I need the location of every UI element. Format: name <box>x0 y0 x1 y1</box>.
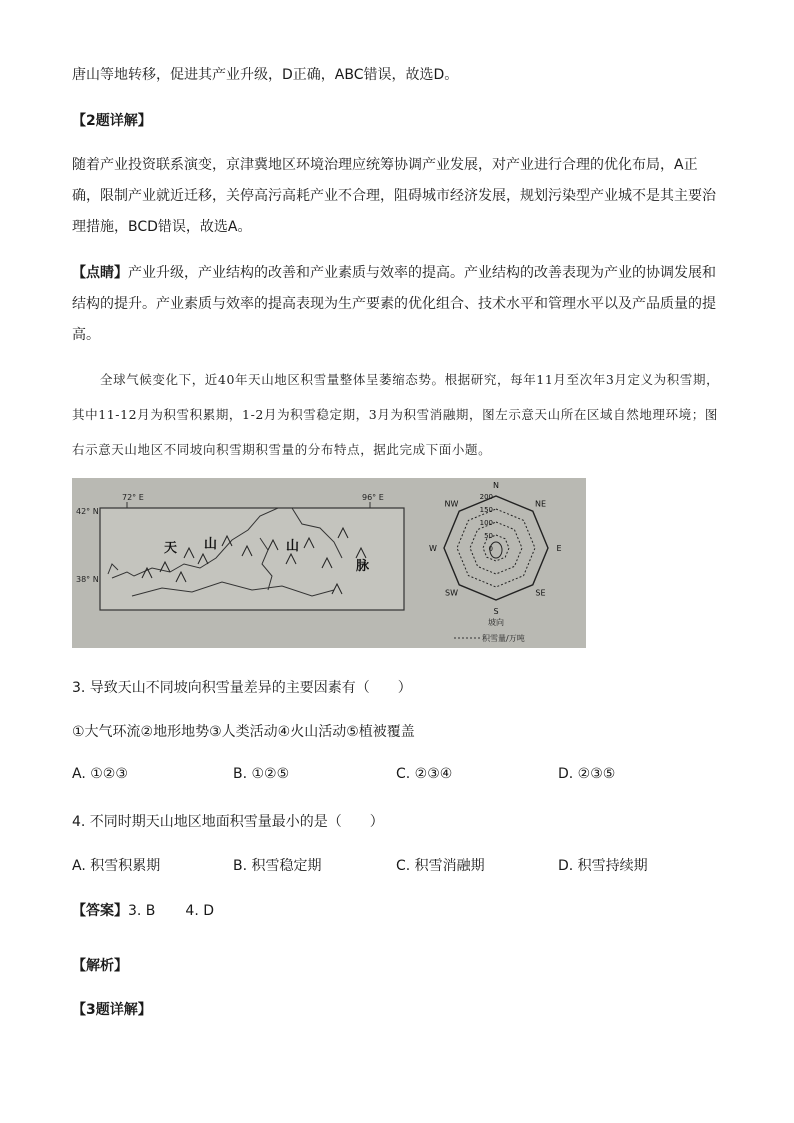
q3-option-d[interactable]: D. ②③⑤ <box>558 766 616 782</box>
question-passage: 全球气候变化下，近40年天山地区积雪量整体呈萎缩态势。根据研究，每年11月至次年3月定义为积雪期，其中11-12月为积雪积累期，1-2月为积雪稳定期，3月为积雪消融期，图左示意天山所在区域自然地理环境；图右示意天山地区不同坡向积雪期积雪量的分布特点，据此完成下面小题。 <box>72 372 720 457</box>
radar-axis-label: 坡向 <box>488 618 504 627</box>
radar-direction-label: NW <box>444 499 459 509</box>
radar-direction-label: W <box>429 544 437 553</box>
q3-factors: ①大气环流②地形地势③人类活动④火山活动⑤植被覆盖 <box>72 724 415 740</box>
q3-option-a[interactable]: A. ①②③ <box>72 766 128 782</box>
answer-q3: 3. B <box>128 903 156 919</box>
q2-detail-heading: 【2题详解】 <box>72 113 152 129</box>
q3-detail-heading: 【3题详解】 <box>72 1002 152 1018</box>
radar-direction-label: S <box>493 607 499 616</box>
radar-tick-label: 100 <box>479 519 493 527</box>
tip-paragraph <box>72 258 722 351</box>
analysis-heading: 【解析】 <box>72 958 128 974</box>
radar-direction-label: NE <box>534 499 547 509</box>
answer-q4: 4. D <box>185 903 215 919</box>
tip-text: 产业升级，产业结构的改善和产业素质与效率的提高。产业结构的改善表现为产业的协调发展和结构的提升。产业素质与效率的提高表现为生产要素的优化组合、技术水平和管理水平以及产品质量的提高。 <box>72 265 716 343</box>
radar-direction-label: N <box>493 481 499 490</box>
radar-legend: 积雪量/万吨 <box>482 634 525 643</box>
radar-tick-label: 200 <box>479 493 493 501</box>
map-label-char-1: 天 <box>164 541 178 556</box>
q4-option-d[interactable]: D. 积雪持续期 <box>558 858 648 874</box>
map-label-char-2: 山 <box>204 537 218 552</box>
map-lon-right: 96° E <box>362 493 384 502</box>
map-label-char-4: 脉 <box>356 559 370 574</box>
figure-svg <box>72 478 586 648</box>
radar-direction-label: SW <box>445 588 458 598</box>
radar-ring <box>444 496 548 600</box>
answer-label: 【答案】 <box>72 903 128 919</box>
map-lat-bottom: 38° N <box>76 575 99 584</box>
map-label-char-3: 山 <box>286 539 300 554</box>
radar-tick-label: 150 <box>479 506 493 514</box>
paragraph-q2-explanation: 随着产业投资联系演变，京津冀地区环境治理应统筹协调产业发展，对产业进行合理的优化布局，A正确，限制产业就近迁移，关停高污高耗产业不合理，阻碍城市经济发展，规划污染型产业城不是其主要治理措施，BCD错误，故选A。 <box>72 157 716 235</box>
radar-direction-label: E <box>556 544 562 553</box>
q3-option-c[interactable]: C. ②③④ <box>396 766 453 782</box>
radar-direction-label: SE <box>535 588 546 598</box>
q3-option-b[interactable]: B. ①②⑤ <box>233 766 290 782</box>
q4-option-b[interactable]: B. 积雪稳定期 <box>233 858 322 874</box>
map-lat-top: 42° N <box>76 507 99 516</box>
q4-option-a[interactable]: A. 积雪积累期 <box>72 858 161 874</box>
figure-tianshan <box>72 478 586 648</box>
radar-tick-label: 50 <box>484 532 493 540</box>
paragraph-conclusion-q1: 唐山等地转移，促进其产业升级，D正确，ABC错误，故选D。 <box>72 67 459 83</box>
q4-option-c[interactable]: C. 积雪消融期 <box>396 858 485 874</box>
answer-line <box>72 900 214 920</box>
radar-tick-label: 0 <box>488 545 493 553</box>
q4-stem: 4. 不同时期天山地区地面积雪量最小的是（ ） <box>72 814 384 830</box>
tip-label: 【点睛】 <box>72 265 128 281</box>
q3-stem: 3. 导致天山不同坡向积雪量差异的主要因素有（ ） <box>72 680 412 696</box>
radar-ring <box>457 509 535 587</box>
radar-chart <box>429 481 561 616</box>
radar-ring <box>470 522 522 574</box>
map-lon-left: 72° E <box>122 493 144 502</box>
